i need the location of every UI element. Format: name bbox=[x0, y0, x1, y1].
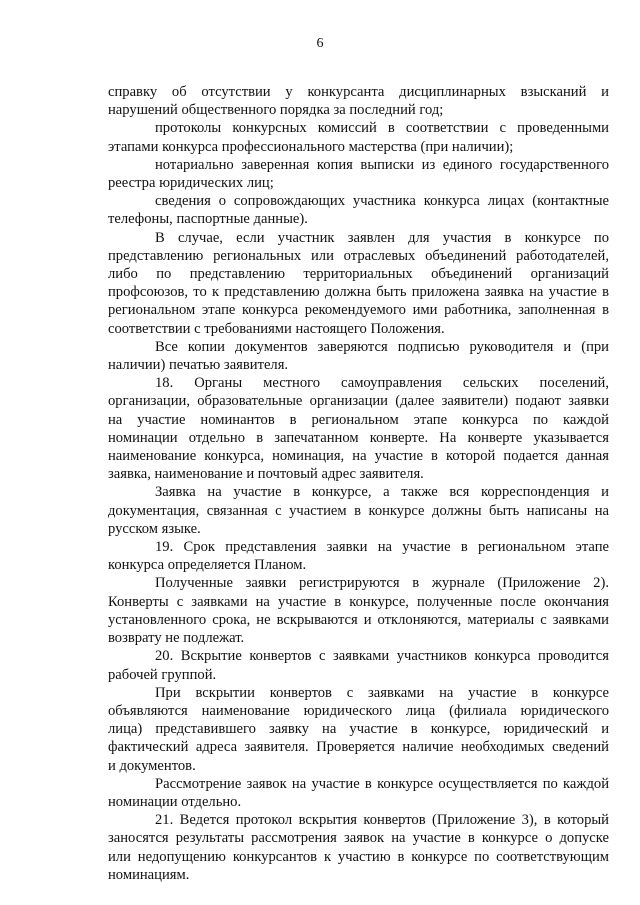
page-number: 6 bbox=[316, 36, 324, 51]
paragraph-line: региональном этапе конкурса рекомендуемого ими работника, заполненная в bbox=[108, 302, 609, 319]
document-paragraph bbox=[108, 83, 609, 119]
document-paragraph bbox=[108, 119, 609, 155]
paragraph-line: сведения о сопровождающих участника конкурса лицах (контактные bbox=[155, 193, 609, 210]
paragraph-line: протоколы конкурсных комиссий в соответствии с проведенными bbox=[155, 120, 609, 137]
paragraph-line: Конверты с заявками на участие в конкурсе, полученные после окончания bbox=[108, 593, 609, 610]
paragraph-line: заявка, наименование и почтовый адрес заявителя. bbox=[108, 466, 424, 483]
paragraph-line: представлению региональных или отраслевых объединений работодателей, bbox=[108, 247, 609, 264]
paragraph-line: либо по представлению территориальных объединений организаций bbox=[108, 266, 609, 283]
paragraph-line: профсоюзов, то к представлению должна быть приложена заявка на участие в bbox=[108, 284, 609, 301]
paragraph-line: нарушений общественного порядка за последний год; bbox=[108, 102, 444, 119]
paragraph-line: наименование конкурса, номинация, на участие в которой подается данная bbox=[108, 448, 609, 465]
paragraph-line: русском языке. bbox=[108, 520, 201, 537]
paragraph-line: установленного срока, не вскрываются и отклоняются, материалы с заявками bbox=[108, 611, 609, 628]
document-paragraph bbox=[108, 811, 609, 884]
paragraph-line: 18. Органы местного самоуправления сельских поселений, bbox=[155, 375, 609, 392]
document-paragraph bbox=[108, 229, 609, 338]
paragraph-line: Заявка на участие в конкурсе, а также вся корреспонденция и bbox=[155, 484, 609, 501]
paragraph-line: рабочей группой. bbox=[108, 666, 217, 683]
paragraph-line: наличии) печатью заявителя. bbox=[108, 357, 289, 374]
paragraph-line: заносятся результаты рассмотрения заявок на участие в конкурсе о допуске bbox=[108, 830, 609, 847]
document-body bbox=[108, 83, 609, 884]
paragraph-line: телефоны, паспортные данные). bbox=[108, 211, 308, 228]
paragraph-line: номинации отдельно в запечатанном конверте. На конверте указывается bbox=[108, 429, 609, 446]
paragraph-line: документация, связанная с участием в конкурсе должны быть написаны на bbox=[108, 502, 609, 519]
paragraph-line: фактический адреса заявителя. Проверяется наличие необходимых сведений bbox=[108, 739, 609, 756]
paragraph-line: и документов. bbox=[108, 757, 196, 774]
document-paragraph bbox=[108, 775, 609, 811]
paragraph-line: 20. Вскрытие конвертов с заявками участников конкурса проводится bbox=[155, 648, 609, 665]
paragraph-line: возврату не подлежат. bbox=[108, 630, 245, 647]
paragraph-line: номинации отдельно. bbox=[108, 793, 242, 810]
document-paragraph bbox=[108, 574, 609, 647]
paragraph-line: В случае, если участник заявлен для участия в конкурсе по bbox=[155, 229, 609, 246]
document-paragraph bbox=[108, 684, 609, 775]
paragraph-line: номинациям. bbox=[108, 866, 190, 883]
paragraph-line: или недопущению конкурсантов к участию в конкурсе по соответствующим bbox=[108, 848, 609, 865]
paragraph-line: 21. Ведется протокол вскрытия конвертов (Приложение 3), в который bbox=[155, 812, 609, 829]
document-paragraph bbox=[108, 483, 609, 538]
paragraph-line: на участие номинантов в региональном этапе конкурса по каждой bbox=[108, 411, 609, 428]
paragraph-line: нотариально заверенная копия выписки из единого государственного bbox=[155, 156, 609, 173]
paragraph-line: конкурса определяется Планом. bbox=[108, 557, 307, 574]
document-paragraph bbox=[108, 192, 609, 228]
paragraph-line: справку об отсутствии у конкурсанта дисциплинарных взысканий и bbox=[108, 84, 609, 100]
document-paragraph bbox=[108, 374, 609, 483]
paragraph-line: 19. Срок представления заявки на участие в региональном этапе bbox=[155, 539, 609, 556]
paragraph-line: организации, образовательные организации (далее заявители) подают заявки bbox=[108, 393, 609, 410]
document-paragraph bbox=[108, 538, 609, 574]
paragraph-line: Все копии документов заверяются подписью руководителя и (при bbox=[155, 338, 609, 355]
document-paragraph bbox=[108, 647, 609, 683]
paragraph-line: соответствии с требованиями настоящего Положения. bbox=[108, 320, 445, 337]
document-paragraph bbox=[108, 338, 609, 374]
paragraph-line: лица) представившего заявку на участие в конкурсе, юридический и bbox=[108, 721, 609, 738]
paragraph-line: При вскрытии конвертов с заявками на участие в конкурсе bbox=[155, 684, 609, 701]
paragraph-line: Полученные заявки регистрируются в журнале (Приложение 2). bbox=[155, 575, 609, 592]
paragraph-line: реестра юридических лиц; bbox=[108, 175, 274, 192]
paragraph-line: этапами конкурса профессионального мастерства (при наличии); bbox=[108, 138, 514, 155]
paragraph-line: объявляются наименование юридического лица (филиала юридического bbox=[108, 702, 609, 719]
document-paragraph bbox=[108, 156, 609, 192]
paragraph-line: Рассмотрение заявок на участие в конкурсе осуществляется по каждой bbox=[155, 775, 609, 792]
